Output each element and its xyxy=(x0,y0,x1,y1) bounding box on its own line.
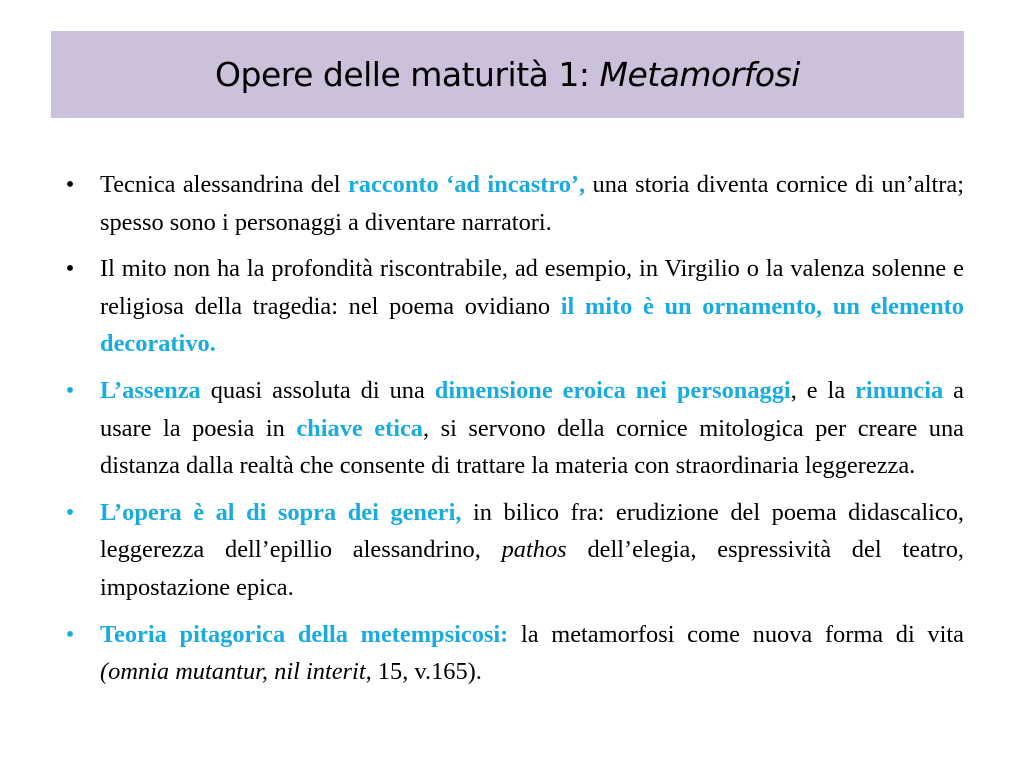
bullet-marker: • xyxy=(65,620,75,648)
bullet-4-italic-pathos: pathos xyxy=(501,536,567,564)
bullet-item-2 xyxy=(60,250,964,363)
bullet-5-highlight: Teoria pitagorica della metempsicosi: xyxy=(100,620,509,648)
title-italic: Metamorfosi xyxy=(599,55,800,94)
title-bar xyxy=(51,31,964,118)
bullet-5-text-end: 15, v.165). xyxy=(371,658,482,686)
bullet-1-text: Tecnica alessandrina del xyxy=(100,171,348,198)
bullet-3-highlight-rinuncia: rinuncia xyxy=(855,376,944,404)
bullet-3-text: , e la xyxy=(790,376,856,404)
bullet-1-highlight: racconto ‘ad incastro’, xyxy=(347,171,586,198)
bullet-5-text: la metamorfosi come nuova forma di vita xyxy=(508,620,964,648)
bullet-4-highlight: L’opera è al di sopra dei generi, xyxy=(100,498,462,526)
bullet-1-text-end: una storia diventa cornice di un’altra; spesso sono i personaggi a diventare narratori. xyxy=(100,171,965,236)
bullet-item-1 xyxy=(60,166,964,241)
bullet-2-highlight: il mito è un ornamento, un elemento decorativo. xyxy=(100,292,964,358)
bullet-3-highlight-assenza: L’assenza xyxy=(100,376,201,404)
bullet-marker: • xyxy=(65,498,75,526)
bullet-3-highlight-dimensione: dimensione eroica nei personaggi xyxy=(434,376,791,404)
bullet-item-4 xyxy=(60,494,964,607)
bullet-3-text: a usare la poesia in xyxy=(100,376,964,442)
bullet-5-italic-quote: (omnia mutantur, nil interit, xyxy=(100,658,372,686)
bullet-marker: • xyxy=(65,255,75,283)
bullet-marker: • xyxy=(65,171,75,198)
slide-title xyxy=(215,55,800,94)
bullet-list xyxy=(60,166,964,700)
bullet-4-text: in bilico fra: erudizione del poema didascalico, leggerezza dell’epillio alessandrino, xyxy=(100,498,964,564)
bullet-marker: • xyxy=(65,376,75,404)
bullet-3-text-end: , si servono della cornice mitologica per creare una distanza dalla realtà che consente di trattare la materia con straordinaria leggerezza. xyxy=(100,414,964,480)
title-main: Opere delle maturità 1: xyxy=(215,55,600,94)
bullet-3-highlight-chiave: chiave etica xyxy=(296,414,423,442)
bullet-item-5 xyxy=(60,616,964,691)
bullet-2-text: Il mito non ha la profondità riscontrabile, ad esempio, in Virgilio o la valenza solenne e religiosa della tragedia: nel poema ovidiano xyxy=(100,255,964,320)
bullet-item-3 xyxy=(60,372,964,485)
bullet-4-text-end: dell’elegia, espressività del teatro, impostazione epica. xyxy=(100,536,964,601)
bullet-3-text: quasi assoluta di una xyxy=(200,376,435,404)
